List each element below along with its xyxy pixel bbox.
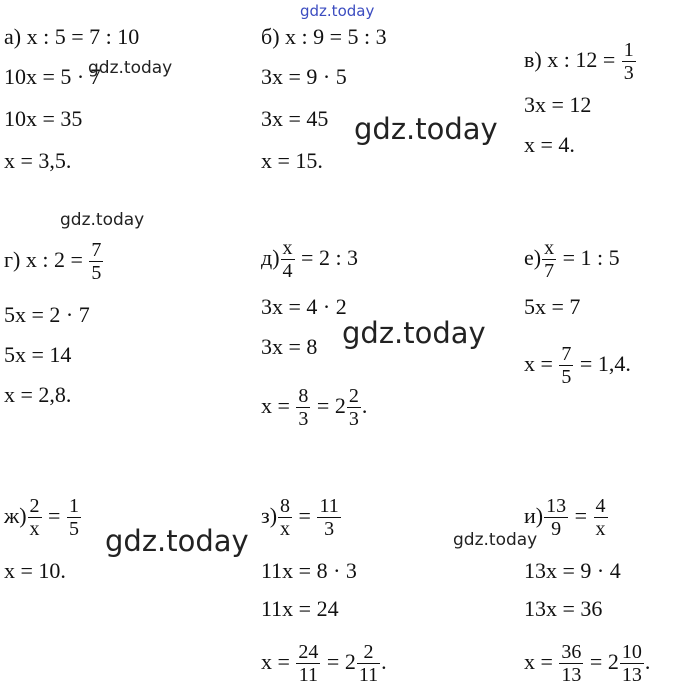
- problem-b-line-2: 3x = 9 · 5: [261, 64, 347, 89]
- problem-zh-equals: =: [48, 503, 61, 528]
- problem-z-fraction-left: [278, 495, 292, 540]
- fraction-numerator: 2: [29, 495, 40, 518]
- fraction-numerator: 13: [546, 495, 567, 518]
- problem-e-line-2: 5x = 7: [524, 294, 581, 319]
- fraction-denominator: 4: [282, 260, 293, 283]
- problem-e-result-right: = 1,4.: [579, 351, 631, 376]
- problem-e-line-3: [524, 336, 631, 392]
- fraction-numerator: 1: [623, 39, 634, 62]
- fraction-denominator: x: [29, 518, 40, 541]
- problem-e-equation-right: = 1 : 5: [562, 245, 620, 270]
- problem-i-equals: =: [574, 503, 588, 528]
- problem-e-marker: е): [524, 245, 542, 270]
- fraction-denominator: 13: [561, 664, 582, 687]
- problem-v-fraction: [622, 39, 636, 84]
- problem-z-line-3: 11x = 24: [261, 596, 339, 621]
- problem-i-result-end: .: [644, 649, 651, 674]
- problem-v-equation-left: x : 12 =: [547, 47, 616, 72]
- problem-d-equation-right: = 2 : 3: [301, 245, 359, 270]
- problem-z-result-fraction: [296, 641, 320, 686]
- problem-e-result-fraction: [559, 343, 573, 388]
- problem-i-result-equals: = 2: [589, 649, 619, 674]
- fraction-numerator: 7: [91, 239, 102, 262]
- problem-d-result-end: .: [361, 393, 368, 418]
- problem-d-result-left: x =: [261, 393, 290, 418]
- problem-a: [4, 24, 224, 184]
- problem-i-line-4: [524, 634, 650, 690]
- watermark-i: gdz.today: [453, 530, 538, 550]
- problem-zh-line-1: [4, 488, 82, 544]
- problem-g-equation-left: x : 2 =: [25, 247, 83, 272]
- fraction-denominator: 3: [623, 62, 634, 85]
- watermark-a: gdz.today: [88, 58, 173, 78]
- problem-v-line-3: x = 4.: [524, 132, 575, 157]
- problem-z-equals: =: [298, 503, 311, 528]
- problem-g-line-4: x = 2,8.: [4, 382, 72, 407]
- problem-g-line-3: 5x = 14: [4, 342, 72, 367]
- fraction-denominator: 11: [358, 664, 379, 687]
- fraction-numerator: 1: [68, 495, 79, 518]
- fraction-denominator: 5: [561, 366, 572, 389]
- problem-v: [524, 24, 684, 164]
- fraction-denominator: 3: [348, 408, 359, 431]
- fraction-numerator: 24: [298, 641, 319, 664]
- problem-z-result-mixed-fraction: [357, 641, 380, 686]
- problem-d-result-mixed-fraction: [347, 385, 361, 430]
- problem-i-result-mixed-fraction: [620, 641, 644, 686]
- problem-i-fraction-left: [544, 495, 568, 540]
- problem-i: [524, 488, 684, 696]
- problem-d-line-1: [261, 230, 358, 286]
- watermark-d: gdz.today: [342, 316, 486, 350]
- problem-d-result-equals: = 2: [316, 393, 346, 418]
- fraction-numerator: 2: [357, 641, 380, 664]
- problem-a-line-4: x = 3,5.: [4, 148, 72, 173]
- watermark-b: gdz.today: [354, 112, 498, 146]
- problem-z-marker: з): [261, 503, 278, 528]
- problem-zh-marker: ж): [4, 503, 27, 528]
- problem-i-result-fraction: [559, 641, 583, 686]
- problem-z-result-end: .: [381, 649, 387, 674]
- watermark-zh: gdz.today: [105, 524, 249, 558]
- fraction-numerator: 7: [561, 343, 572, 366]
- fraction-denominator: 5: [91, 262, 102, 285]
- problem-z-line-4: [261, 634, 387, 690]
- fraction-numerator: x: [544, 237, 555, 260]
- problem-d-fraction: [281, 237, 295, 282]
- problem-g-line-1: [4, 232, 104, 288]
- problem-i-marker: и): [524, 503, 544, 528]
- problem-i-result-left: x =: [524, 649, 553, 674]
- problem-e: [524, 230, 684, 400]
- problem-b: [261, 24, 481, 184]
- fraction-numerator: 10: [621, 641, 642, 664]
- fraction-numerator: 8: [298, 385, 309, 408]
- fraction-denominator: 9: [551, 518, 562, 541]
- problem-e-line-1: [524, 230, 620, 286]
- problem-i-line-2: 13x = 9 · 4: [524, 558, 621, 583]
- fraction-denominator: x: [595, 518, 606, 541]
- problem-g-line-2: 5x = 2 · 7: [4, 302, 90, 327]
- problem-g-fraction: [89, 239, 103, 284]
- problem-zh-fraction-left: [28, 495, 42, 540]
- problem-a-equation: x : 5 = 7 : 10: [26, 24, 140, 49]
- problem-d-line-4: [261, 378, 367, 434]
- fraction-numerator: 8: [280, 495, 291, 518]
- problem-b-line-3: 3x = 45: [261, 106, 329, 131]
- problem-e-fraction: [542, 237, 556, 282]
- problem-d-line-2: 3x = 4 · 2: [261, 294, 347, 319]
- problem-a-line-2: 10x = 5 · 7: [4, 64, 101, 89]
- fraction-numerator: 11: [319, 495, 339, 518]
- problem-v-marker: в): [524, 47, 542, 72]
- problem-zh-line-2: x = 10.: [4, 558, 66, 583]
- watermark-g: gdz.today: [60, 210, 145, 230]
- problem-d-line-3: 3x = 8: [261, 334, 318, 359]
- fraction-numerator: 2: [348, 385, 359, 408]
- problem-z-line-1: [261, 488, 342, 544]
- problem-b-equation: x : 9 = 5 : 3: [285, 24, 387, 49]
- fraction-denominator: 7: [544, 260, 555, 283]
- problem-g: [4, 232, 224, 412]
- fraction-numerator: 36: [561, 641, 582, 664]
- fraction-denominator: 3: [298, 408, 309, 431]
- watermark-top: gdz.today: [300, 2, 375, 20]
- problem-zh-fraction-right: [67, 495, 81, 540]
- problem-d-marker: д): [261, 245, 280, 270]
- problem-a-line-1: [4, 24, 139, 50]
- fraction-denominator: x: [280, 518, 291, 541]
- problem-g-marker: г): [4, 247, 21, 272]
- problem-b-line-4: x = 15.: [261, 148, 323, 173]
- fraction-denominator: 3: [324, 518, 335, 541]
- fraction-numerator: x: [282, 237, 293, 260]
- problem-z-result-equals: = 2: [326, 649, 356, 674]
- problem-i-line-3: 13x = 36: [524, 596, 603, 621]
- problem-a-line-3: 10x = 35: [4, 106, 83, 131]
- problem-b-line-1: [261, 24, 387, 50]
- problem-z-line-2: 11x = 8 · 3: [261, 558, 357, 583]
- fraction-denominator: 5: [68, 518, 79, 541]
- problem-d-result-fraction: [296, 385, 310, 430]
- problem-a-marker: а): [4, 24, 22, 49]
- fraction-denominator: 13: [621, 664, 642, 687]
- problem-v-line-2: 3x = 12: [524, 92, 592, 117]
- problem-z-fraction-right: [317, 495, 340, 540]
- fraction-numerator: 4: [595, 495, 606, 518]
- problem-b-marker: б): [261, 24, 280, 49]
- problem-v-line-1: [524, 34, 637, 86]
- problem-e-result-left: x =: [524, 351, 553, 376]
- problem-z: [261, 488, 501, 696]
- problem-i-fraction-right: [594, 495, 608, 540]
- problem-z-result-left: x =: [261, 649, 290, 674]
- fraction-denominator: 11: [298, 664, 319, 687]
